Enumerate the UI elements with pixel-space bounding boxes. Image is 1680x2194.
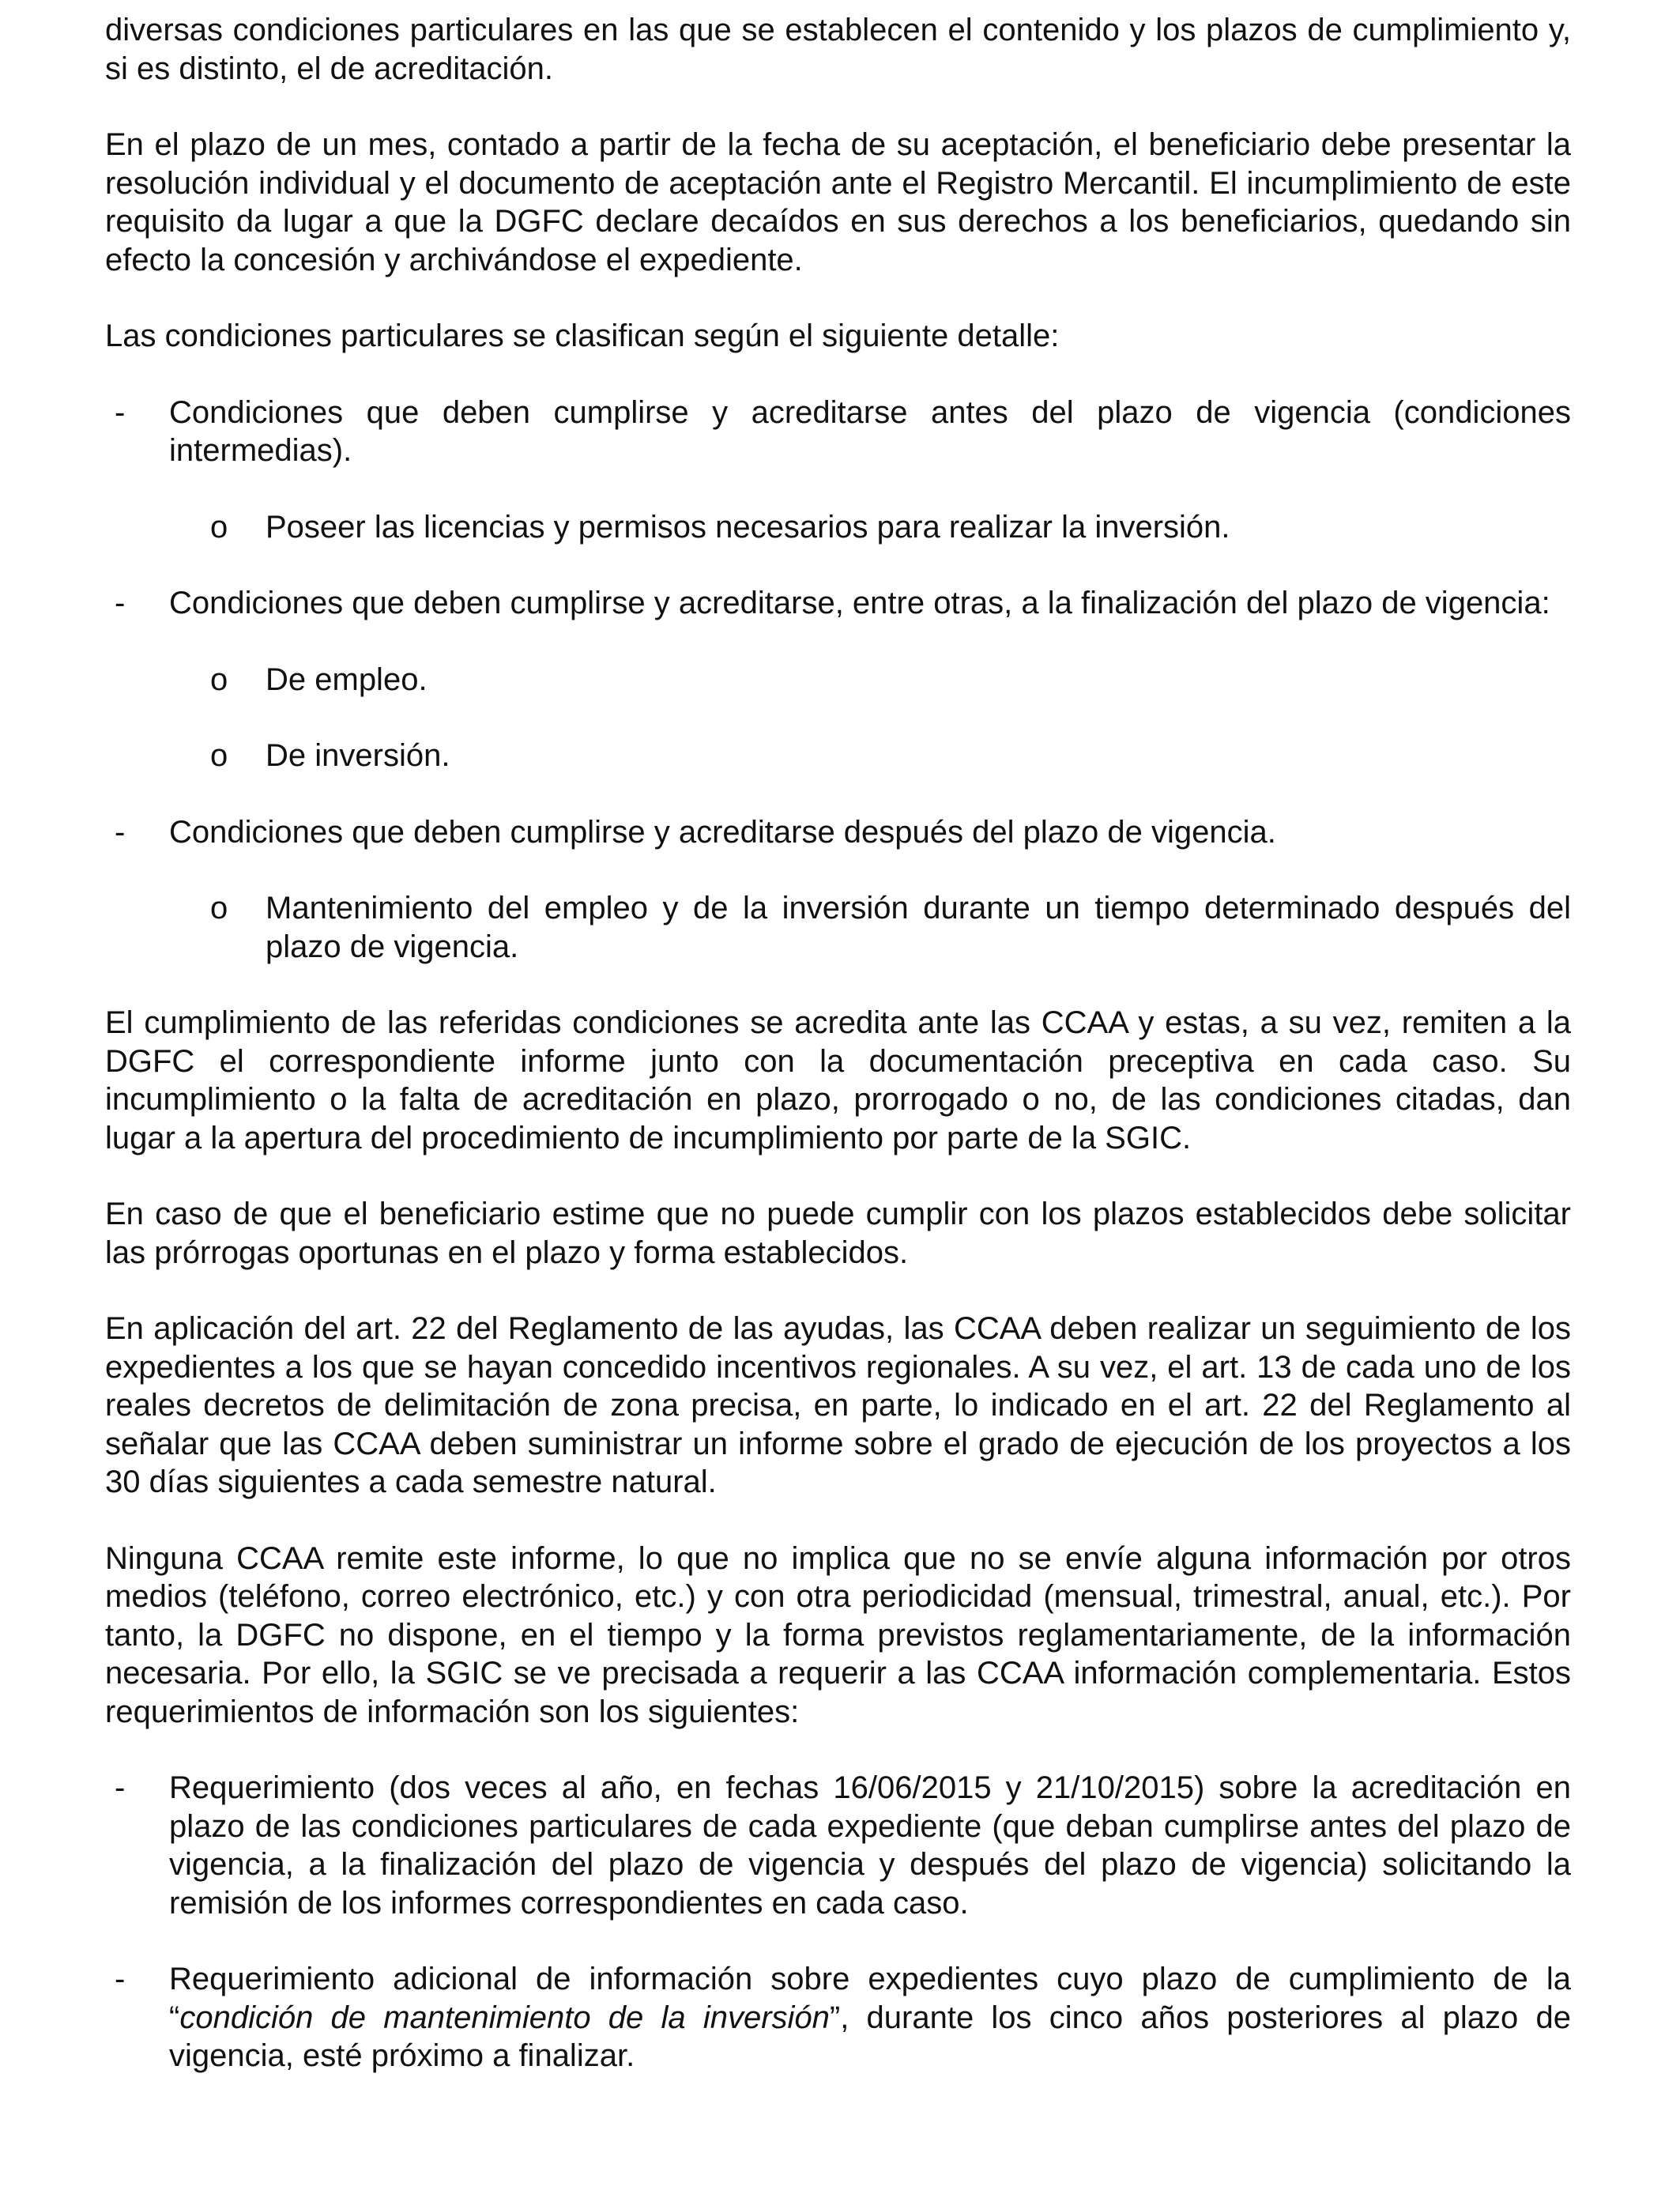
paragraph-registro-mercantil: En el plazo de un mes, contado a partir de la fecha de su aceptación, el beneficiario debe presentar la resolución individual y el documento de aceptación ante el Registro Mercantil. El incumplimiento de este requisito da lugar a que la DGFC declare decaídos en sus derechos a los beneficiarios, quedando sin efecto la concesión y archivándose el expediente. [105, 127, 1571, 277]
circle-bullet: o [210, 662, 228, 697]
list-item-text: Condiciones que deben cumplirse y acreditarse después del plazo de vigencia. [169, 814, 1276, 850]
list-item-requirement-additional [105, 1960, 1571, 2075]
paragraph-reports: Ninguna CCAA remite este informe, lo que no implica que no se envíe alguna información por otros medios (teléfono, correo electrónico, etc.) y con otra periodicidad (mensual, trimestral, anual, etc.). Por tanto, la DGFC no dispone, en el tiempo y la forma previstos reglamentariamente, de la información necesaria. Por ello, la SGIC se ve precisada a requerir a las CCAA información complementaria. Estos requerimientos de información son los siguientes: [105, 1540, 1571, 1729]
dash-bullet: - [115, 586, 126, 620]
paragraph-monitoring: En aplicación del art. 22 del Reglamento de las ayudas, las CCAA deben realizar un seguimiento de los expedientes a los que se hayan concedido incentivos regionales. A su vez, el art. 13 de cada uno de los reales decretos de delimitación de zona precisa, en parte, lo indicado en el art. 22 del Reglamento al señalar que las CCAA deben suministrar un informe sobre el grado de ejecución de los proyectos a los 30 días siguientes a cada semestre natural. [105, 1311, 1571, 1499]
list-item-text-end: ”, durante los cinco años posteriores al plazo de vigencia, esté próximo a finalizar. [169, 2000, 1571, 2073]
list-item-text: Condiciones que deben cumplirse y acreditarse, entre otras, a la finalización del plazo de vigencia: [169, 586, 1550, 620]
paragraph-conditions-intro: diversas condiciones particulares en las que se establecen el contenido y los plazos de cumplimiento y, si es distinto, el de acreditación. [105, 13, 1571, 86]
dash-bullet: - [115, 1962, 126, 1996]
sub-list-item-text: De empleo. [266, 662, 428, 697]
sub-list-item-investment [105, 737, 1571, 775]
circle-bullet: o [210, 891, 228, 925]
dash-bullet: - [115, 1770, 126, 1805]
list-item-text-start: Requerimiento adicional de información sobre expedientes cuyo plazo de cumplimiento de la “ [169, 1962, 1571, 2035]
paragraph-classification-intro: Las condiciones particulares se clasifican según el siguiente detalle: [105, 319, 1060, 353]
sub-list-item-licenses [105, 508, 1571, 547]
sub-list-item-maintenance [105, 889, 1571, 966]
sub-list-item-text: Mantenimiento del empleo y de la inversión durante un tiempo determinado después del plazo de vigencia. [266, 891, 1571, 964]
circle-bullet: o [210, 509, 228, 545]
paragraph-extensions: En caso de que el beneficiario estime que no puede cumplir con los plazos establecidos debe solicitar las prórrogas oportunas en el plazo y forma establecidos. [105, 1197, 1571, 1270]
list-item-end-of-term-conditions [105, 584, 1571, 623]
sub-list-item-employment [105, 661, 1571, 699]
circle-bullet: o [210, 738, 228, 773]
document-page [105, 11, 1571, 2113]
sub-list-item-text: De inversión. [266, 738, 450, 773]
list-item-text-italic: condición de mantenimiento de la inversión [179, 2000, 830, 2035]
dash-bullet: - [115, 394, 126, 430]
list-item-post-term-conditions [105, 813, 1571, 852]
list-item-text: Requerimiento (dos veces al año, en fechas 16/06/2015 y 21/10/2015) sobre la acreditación en plazo de las condiciones particulares de cada expediente (que deban cumplirse antes del plazo de vigencia, a la finalización del plazo de vigencia y después del plazo de vigencia) solicitando la remisión de los informes correspondientes en cada caso. [169, 1770, 1571, 1921]
sub-list-item-text: Poseer las licencias y permisos necesarios para realizar la inversión. [266, 509, 1230, 545]
list-item-text: Condiciones que deben cumplirse y acreditarse antes del plazo de vigencia (condiciones intermedias). [169, 394, 1571, 468]
list-item-intermediate-conditions [105, 394, 1571, 470]
dash-bullet: - [115, 814, 126, 850]
paragraph-accreditation: El cumplimiento de las referidas condiciones se acredita ante las CCAA y estas, a su vez, remiten a la DGFC el correspondiente informe junto con la documentación preceptiva en cada caso. Su incumplimiento o la falta de acreditación en plazo, prorrogado o no, de las condiciones citadas, dan lugar a la apertura del procedimiento de incumplimiento por parte de la SGIC. [105, 1005, 1571, 1155]
list-item-requirement-biannual [105, 1769, 1571, 1922]
